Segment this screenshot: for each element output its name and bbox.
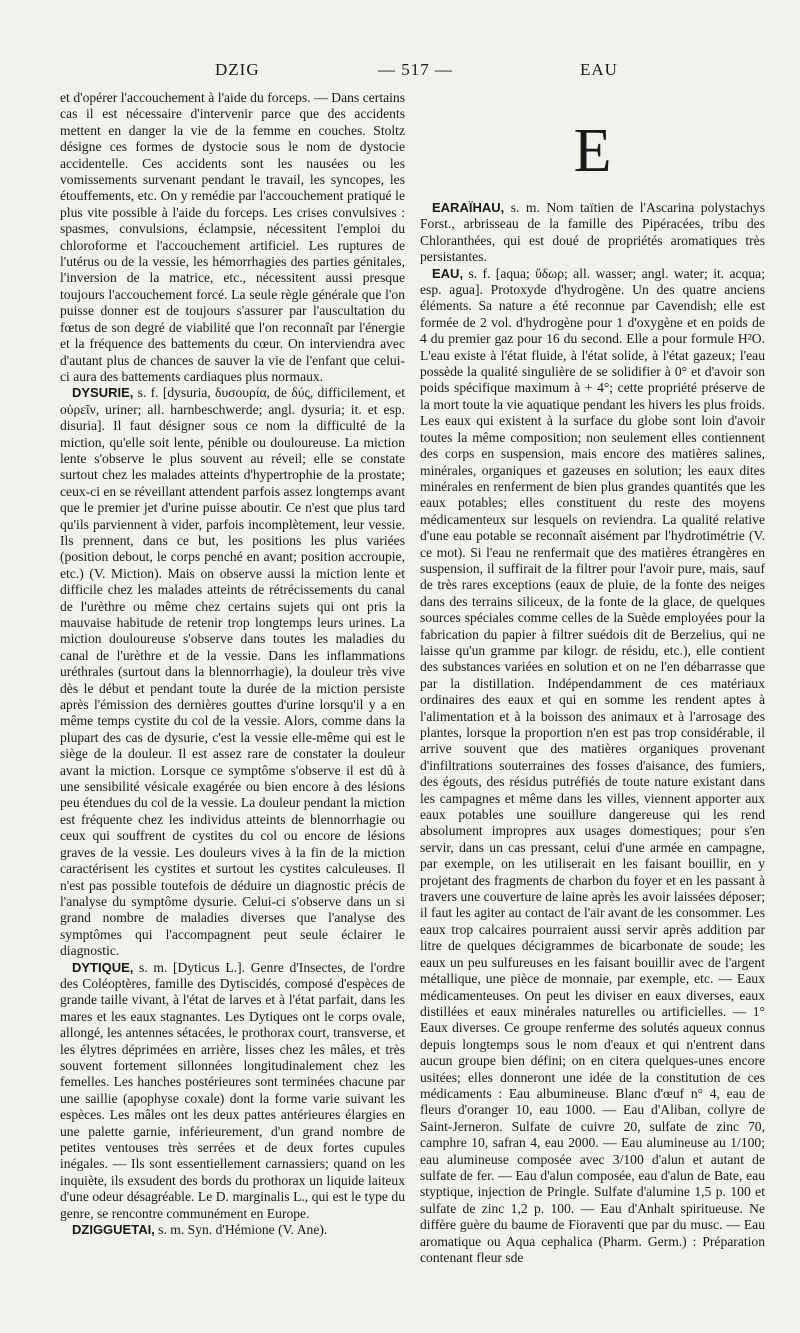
entry-dysurie — [60, 385, 405, 959]
entry-text: s. m. Syn. d'Hémione (V. Ane). — [154, 1222, 328, 1238]
page-number: — 517 — — [378, 60, 453, 79]
entry-headword: DYTIQUE, — [72, 959, 134, 975]
entry-eau — [420, 266, 765, 1267]
running-head-left: DZIG — [215, 60, 260, 79]
entry-headword: DZIGGUETAI, — [72, 1222, 155, 1238]
entry-headword: DYSURIE, — [72, 385, 134, 401]
page-header — [0, 60, 800, 90]
entry-continuation — [60, 90, 405, 385]
entry-text: s. f. [aqua; ὕδωρ; all. wasser; angl. water; it. acqua; esp. agua]. Protoxyde d'hydrogène. Un des quatre anciens éléments. Sa nature a été reconnue par Cavendish; elle est formée de 2 vol. d'hydrogène pour 1 d'oxygène et en poids de 4 du premier gaz pour 16 du second. Elle a pour formule H²O. L'eau existe à l'état fluide, à l'état solide, à l'état gazeux; l'eau possède la qualité singulière de se solidifier à 0° et d'avoir son poids spécifique maximum à + 4°; cette propriété préserve de la mort toute la vie aquatique pendant les hivers les plus froids. Les eaux qui existent à la surface du globe sont loin d'avoir toutes la même composition; non seulement elles contiennent des corps en suspension, mais encore des matières salines, minérales, organiques et gazeuses en solution; les eaux dites minérales en renferment de bien plus grandes quantités que les eaux potables; elles constituent du reste des moyens médicamenteux sur lesquels on reviendra. La qualité relative d'une eau potable se reconnaît aisément par l'hydrotimétrie (V. ce mot). Si l'eau ne renfermait que des matières étrangères en suspension, il suffirait de la filtrer pour l'avoir pure, mais, sauf de très rares exceptions (eaux de pluie, de la fonte des neiges dans des terrains siliceux, de la fonte de la glace, de quelques sources spéciales comme celles de la Suède employées pour la fabrication du papier à filtrer suédois dit de Berzelius, qui ne laisse qu'un gramme par kilogr. de résidu, etc.), elle contient des substances variées en solution et on ne l'en débarrasse que par la distillation. Indépendamment de ces matériaux ordinaires des eaux et qui en somme les rendent aptes à l'alimentation et à la boisson des animaux et à l'arrosage des plantes, lorsque la proportion n'en est pas trop considérable, il arrive souvent que des matières organiques provenant d'infiltrations souterraines des fosses d'aisance, des fumiers, des égouts, des résidus putréfiés de toute nature existant dans les campagnes et même dans les villes, viennent apporter aux eaux potables une souillure dangereuse qui les rend absolument impropres aux usages domestiques; pour s'en servir, dans un cas pressant, celui d'une armée en campagne, par exemple, on les utiliserait en les faisant bouillir, en y projetant des fragments de charbon du foyer et en les passant à travers une couverture de laine après les avoir laissées déposer; il faut les agiter au contact de l'air avant de les consommer. Les eaux trop calcaires pourraient aussi servir après addition par litre de quelques décigrammes de bicarbonate de soude; les eaux un peu sulfureuses en les faisant bouillir avec de l'argent métallique, une pièce de monnaie, par exemple, etc. — Eaux médicamenteuses. On peut les diviser en eaux diverses, eaux distillées et eaux minérales naturelles ou artificielles. — 1° Eaux diverses. Ce groupe renferme des solutés aqueux connus depuis longtemps sous le nom d'eaux et qui n'entrent dans aucun groupe bien défini; on en citera quelques-unes encore usitées; elles donneront une idée de la constitution de ces médicaments : Eau albumineuse. Blanc d'œuf n° 4, eau de fleurs d'oranger 10, eau 1000. — Eau d'Aliban, collyre de Saint-Jerneron. Sulfate de cuivre 20, sulfate de zinc 70, camphre 10, safran 4, eau 2000. — Eau alumineuse au 1/100; eau alumineuse composée avec 3/100 d'alun et autant de sulfate de fer. — Eau d'alun composée, eau d'alun de Bate, eau styptique, injection de Pringle. Sulfate d'alumine 1,5 p. 100 et sulfate de zinc 1,2 p. 100. — Eau d'Anhalt spiritueuse. Ne diffère guère du baume de Fioraventi que par du musc. — Eau aromatique ou Aqua cephalica (Pharm. Germ.) : Préparation contenant fleur sde — [420, 265, 765, 1265]
left-column — [60, 90, 405, 1290]
entry-text: s. f. [dysuria, δυσουρία, de δύς, difficilement, et οὐρεῖν, uriner; all. harnbeschwerde; angl. dysuria; it. et esp. disuria]. Il faut désigner sous ce nom la difficulté de la miction, qu'elle soit lente, pénible ou douloureuse. La miction lente s'observe le plus souvent au réveil; elle se constate surtout chez les malades atteints d'hypertrophie de la prostate; ceux-ci en se réveillant attendent parfois assez longtemps avant que le premier jet d'urine puisse aboutir. Ce n'est que plus tard qu'ils parviennent à vider, parfois incomplètement, leur vessie. Ils prennent, dans ce but, les positions les plus variées (position debout, le corps penché en avant; position accroupie, etc.) (V. Miction). Mais on observe aussi la miction lente et difficile chez les malades atteints de rétrécissements du canal de l'urèthre ou même chez certains sujets qui ont pris la mauvaise habitude de retenir trop longtemps leurs urines. La miction douloureuse s'observe dans toutes les maladies du canal de l'urèthre et de la vessie. Dans les inflammations uréthrales (surtout dans la blennorrhagie), la douleur très vive dès le début et pendant toute la durée de la miction persiste après l'émission des dernières gouttes d'urine lorsqu'il y a en même temps cystite du col de la vessie. Alors, comme dans la plupart des cas de dysurie, c'est la vessie elle-même qui est le siège de la douleur. Il est assez rare de constater la douleur avant la miction. Lorsque ce symptôme s'observe il est dû à une sensibilité vésicale exagérée ou bien encore à des lésions peu étendues du col de la vessie. La douleur pendant la miction est fréquente chez les individus atteints de blennorrhagie ou ceux qui souffrent de cystites du col ou encore de lésions graves de la vessie. Les douleurs vives à la fin de la miction caractérisent les cystites et surtout les cystites calculeuses. Il n'est pas possible toutefois de déduire un diagnostic précis de l'analyse du symptôme dysurie. Celui-ci s'observe dans un si grand nombre de maladies diverses que l'analyse des symptômes qui l'accompagnent peut seule éclairer le diagnostic. — [60, 385, 405, 959]
entry-text: s. m. Nom taïtien de l'Ascarina polystachys Forst., arbrisseau de la famille des Pipéracées, tribu des Chloranthées, qui est doué de propriétés aromatiques très persistantes. — [420, 200, 765, 265]
entry-dzigguetai — [60, 1222, 405, 1238]
section-letter: E — [573, 117, 612, 185]
entry-earaihau — [420, 200, 765, 266]
entry-text: s. m. [Dyticus L.]. Genre d'Insectes, de l'ordre des Coléoptères, famille des Dytiscidés, composé d'espèces de grande taille vivant, à l'état de larves et à l'état parfait, dans les mares et les eaux stagnantes. Les Dytiques ont le corps ovale, allongé, les antennes sétacées, le prothorax court, transverse, et les élytres déprimées en arrière, lisses chez les mâles, et très souvent fortement sillonnées longitudinalement chez les femelles. Les hanches postérieures sont terminées chacune par une saillie (apophyse coxale) dont la forme varie suivant les espèces. Les mâles ont les deux pattes antérieures élargies en une palette garnie, inférieurement, d'un grand nombre de petites ventouses très serrées et de deux fortes cupules inégales. — Ils sont essentiellement carnassiers; quand on les inquiète, ils exsudent des bords du prothorax un liquide laiteux d'une odeur désagréable. Le D. marginalis L., qui est le type du genre, se rencontre communément en Europe. — [60, 959, 405, 1221]
entry-text: et d'opérer l'accouchement à l'aide du forceps. — Dans certains cas il est nécessaire d'intervenir parce que des accidents mettent en danger la vie de la femme en couches. Stoltz désigne ces formes de dystocie sous le nom de dystocie accidentelle. Ces accidents sont les nausées ou les vomissements survenant pendant le travail, les syncopes, les étouffements, etc. On y remédie par l'accouchement pratiqué le plus vite possible à l'aide du forceps. Les crises convulsives : spasmes, convulsions, éclampsie, nécessitent l'emploi du chloroforme et l'accouchement artificiel. Les ruptures de l'utérus ou de la vessie, les hémorrhagies des parties génitales, l'inversion de la matrice, etc., nécessitent aussi presque toujours l'accouchement forcé. La seule règle générale que l'on puisse donner est de toujours s'assurer par l'auscultation du fœtus de son degré de viabilité que l'on reconnaît par l'énergie et la fréquence des battements du cœur. On interviendra avec d'autant plus de chances de sauver la vie de l'enfant que celui-ci aura des battements cardiaques plus normaux. — [60, 90, 405, 384]
right-column — [420, 90, 765, 1290]
entry-dytique — [60, 960, 405, 1223]
running-head-right: EAU — [580, 60, 618, 79]
entry-headword: EARAÏHAU, — [432, 200, 505, 215]
entry-headword: EAU, — [432, 265, 464, 281]
